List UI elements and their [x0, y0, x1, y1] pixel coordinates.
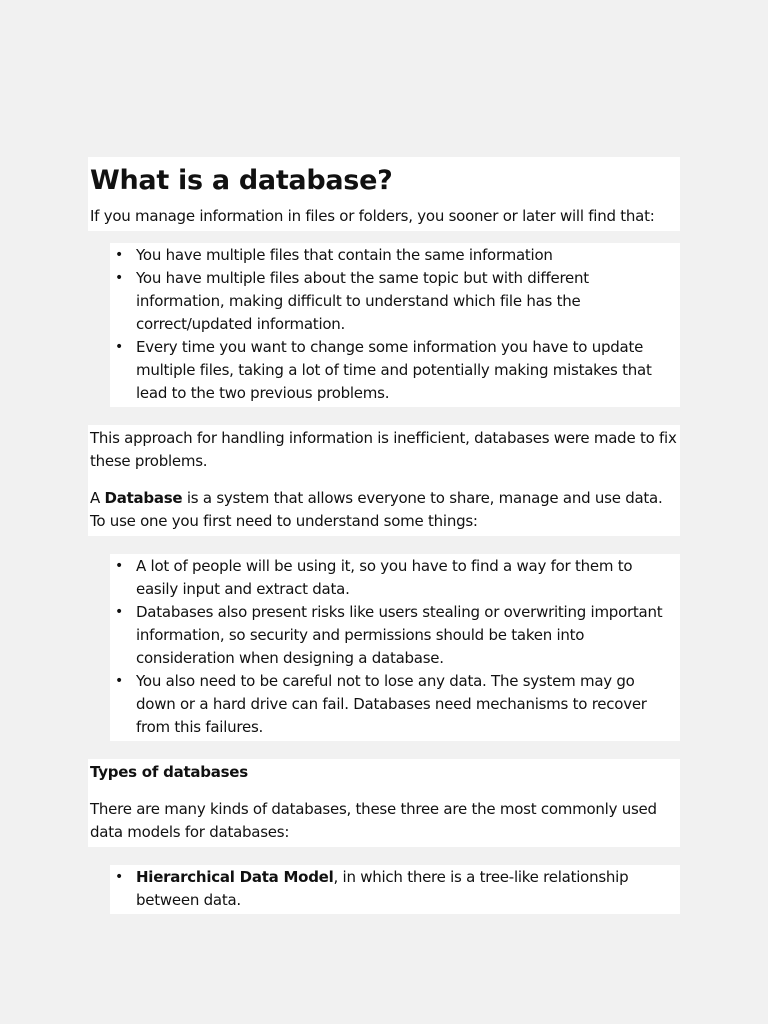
- problems-list: [110, 243, 680, 407]
- definition-paragraph: [88, 485, 680, 536]
- types-block: [88, 759, 680, 847]
- types-heading: Types of databases: [90, 763, 248, 781]
- models-list: [110, 865, 680, 914]
- list-item: • You have multiple files about the same topic but with different information, making difficult to understand which file has the correct/updated information.: [136, 267, 672, 336]
- list-item: • You also need to be careful not to lose any data. The system may go down or a hard drive can fail. Databases need mechanisms to recover from this failures.: [136, 670, 672, 739]
- list-item: [136, 866, 672, 912]
- page-title: What is a database?: [90, 165, 393, 196]
- definition-term: Database: [104, 489, 183, 507]
- model-description: , in which there is a tree-like relationship between data.: [136, 868, 629, 909]
- approach-paragraph: This approach for handling information is inefficient, databases were made to fix these problems.: [90, 429, 677, 470]
- document-page: [88, 157, 680, 914]
- list-item: • Every time you want to change some information you have to update multiple files, taking a lot of time and potentially making mistakes that lead to the two previous problems.: [136, 336, 672, 405]
- list-item: • A lot of people will be using it, so you have to find a way for them to easily input and extract data.: [136, 555, 672, 601]
- considerations-list: [110, 554, 680, 741]
- intro-paragraph: If you manage information in files or folders, you sooner or later will find that:: [90, 207, 655, 225]
- model-name: Hierarchical Data Model: [136, 868, 334, 886]
- approach-block: [88, 425, 680, 536]
- definition-rest: is a system that allows everyone to share, manage and use data. To use one you first need to understand some things:: [90, 489, 663, 530]
- list-item: • Databases also present risks like users stealing or overwriting important information, so security and permissions should be taken into consideration when designing a database.: [136, 601, 672, 670]
- title-block: [88, 157, 680, 231]
- list-item: • You have multiple files that contain the same information: [136, 244, 672, 267]
- definition-prefix: A: [90, 489, 105, 507]
- types-intro-paragraph: There are many kinds of databases, these three are the most commonly used data models for databases:: [90, 800, 657, 841]
